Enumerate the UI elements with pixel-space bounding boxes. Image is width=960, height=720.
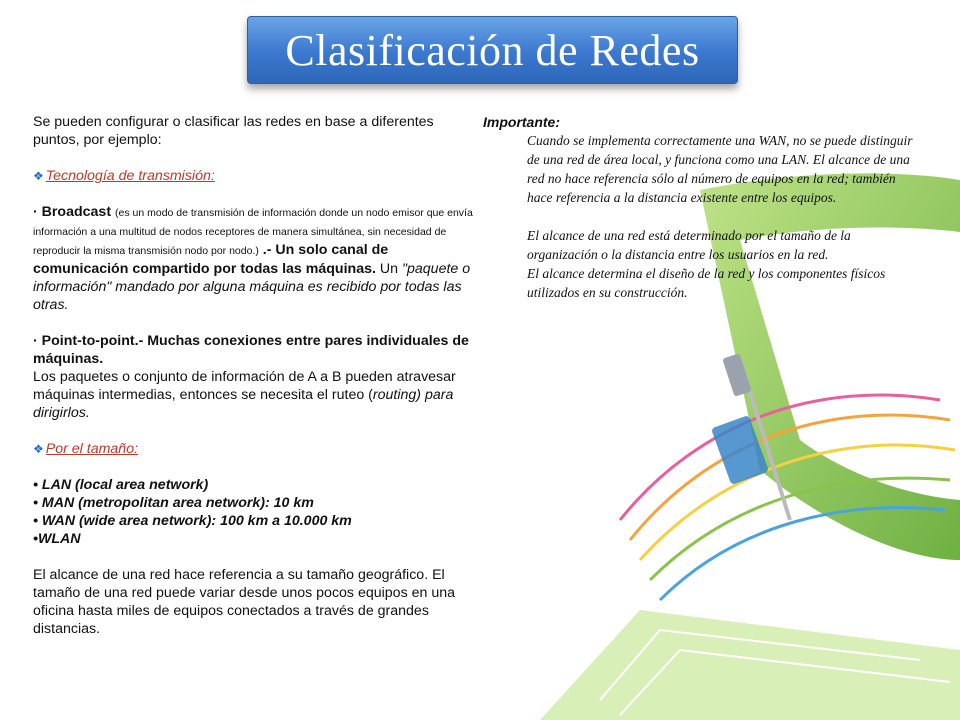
title-banner	[247, 16, 738, 84]
left-column	[33, 113, 481, 638]
diamond-bullet-icon: ❖	[33, 169, 44, 183]
right-column	[483, 113, 923, 302]
list-item: • WAN (wide area network): 100 km a 10.000 km	[33, 513, 352, 529]
important-heading: Importante:	[483, 114, 560, 130]
list-item: •WLAN	[33, 531, 81, 547]
heading-transmission: ❖ Tecnología de transmisión:	[33, 168, 215, 184]
list-item: • LAN (local area network)	[33, 477, 209, 493]
heading-size: ❖ Por el tamaño:	[33, 441, 139, 457]
page-title: Clasificación de Redes	[285, 25, 700, 75]
p2p-text: Los paquetes o conjunto de información de A a B pueden atravesar máquinas intermedias, entonces se necesita el ruteo (routing) para dirigirlos.	[33, 369, 456, 421]
p2p-heading: · Point-to-point.- Muchas conexiones entre pares individuales de máquinas.	[33, 333, 469, 367]
list-item: • MAN (metropolitan area network): 10 km	[33, 495, 314, 511]
note-paragraph: El alcance de una red está determinado por el tamaño de la organización o la distancia entre los usuarios en la red.	[527, 228, 851, 262]
note-paragraph: Cuando se implementa correctamente una WAN, no se puede distinguir de una red de área local, y funciona como una LAN. El alcance de una red no hace referencia sólo al número de equipos en la red; también hace referencia a la distancia existente entre los equipos.	[527, 133, 913, 205]
closing-text: El alcance de una red hace referencia a su tamaño geográfico. El tamaño de una red puede variar desde unos pocos equipos en una oficina hasta miles de equipos conectados a través de grandes distancias.	[33, 567, 455, 637]
important-notes	[527, 131, 923, 302]
diamond-bullet-icon: ❖	[33, 442, 44, 456]
keyboard-graphic	[540, 610, 960, 720]
note-paragraph: El alcance determina el diseño de la red y los componentes físicos utilizados en su construcción.	[527, 266, 886, 300]
intro-text: Se pueden configurar o clasificar las redes en base a diferentes puntos, por ejemplo:	[33, 114, 434, 148]
broadcast-paragraph: · Broadcast (es un modo de transmisión de información donde un nodo emisor que envía información a una multitud de nodos receptores de manera simultánea, sin necesidad de reproducir la misma transmisión nodo por nodo.) .- Un solo canal de comunicación compartido por todas las máquinas. Un "paquete o información" mandado por alguna máquina es recibido por todas las otras.	[33, 204, 473, 313]
